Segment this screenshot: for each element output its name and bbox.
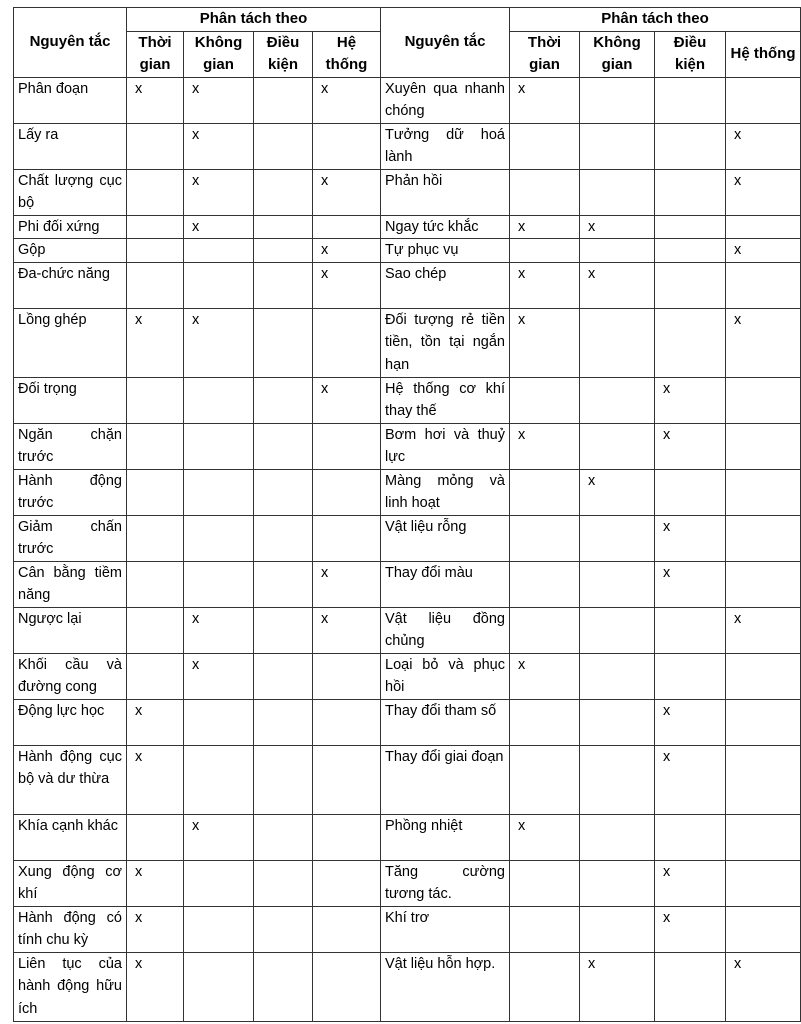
mark-cell-condition: x <box>655 377 726 423</box>
mark-cell-condition <box>254 262 313 308</box>
mark-cell-time: x <box>127 906 184 952</box>
mark-cell-condition <box>254 860 313 906</box>
table-row <box>14 262 801 308</box>
mark-cell-system <box>313 745 381 814</box>
mark-cell-time: x <box>127 860 184 906</box>
mark-cell-space <box>580 561 655 607</box>
col-header-condition: Điều kiện <box>655 31 726 77</box>
mark-cell-condition <box>254 377 313 423</box>
principle-name-left: Khối cầu và đường cong <box>14 653 127 699</box>
mark-cell-condition: x <box>655 561 726 607</box>
mark-cell-system <box>313 952 381 1021</box>
mark-cell-system <box>726 906 801 952</box>
mark-cell-system <box>726 653 801 699</box>
principle-name-right: Khí trơ <box>381 906 510 952</box>
mark-cell-condition: x <box>655 423 726 469</box>
mark-cell-condition <box>655 123 726 169</box>
mark-cell-space <box>580 607 655 653</box>
mark-cell-system <box>726 515 801 561</box>
mark-cell-time <box>127 515 184 561</box>
mark-cell-time <box>127 169 184 215</box>
principle-name-left: Hành động có tính chu kỳ <box>14 906 127 952</box>
mark-cell-system: x <box>726 607 801 653</box>
principle-name-left: Phân đoạn <box>14 77 127 123</box>
table-row <box>14 308 801 377</box>
table-row <box>14 860 801 906</box>
principle-name-left: Chất lượng cục bộ <box>14 169 127 215</box>
mark-cell-space: x <box>580 262 655 308</box>
mark-cell-condition <box>254 169 313 215</box>
mark-cell-space: x <box>184 653 254 699</box>
mark-cell-space: x <box>184 77 254 123</box>
mark-cell-time <box>510 561 580 607</box>
principle-name-right: Vật liệu hỗn hợp. <box>381 952 510 1021</box>
col-header-system: Hệ thống <box>313 31 381 77</box>
mark-cell-time <box>127 469 184 515</box>
mark-cell-space <box>580 123 655 169</box>
mark-cell-system: x <box>313 377 381 423</box>
mark-cell-condition <box>655 239 726 263</box>
mark-cell-time <box>127 653 184 699</box>
mark-cell-condition <box>254 77 313 123</box>
principle-name-left: Lấy ra <box>14 123 127 169</box>
principle-name-right: Thay đổi tham số <box>381 699 510 745</box>
principle-name-right: Tự phục vụ <box>381 239 510 263</box>
principle-name-right: Phồng nhiệt <box>381 814 510 860</box>
principles-table-container <box>13 7 801 1022</box>
mark-cell-condition <box>254 653 313 699</box>
mark-cell-condition <box>655 308 726 377</box>
mark-cell-system <box>726 561 801 607</box>
principle-name-left: Động lực học <box>14 699 127 745</box>
principle-name-right: Bơm hơi và thuỷ lực <box>381 423 510 469</box>
table-row <box>14 561 801 607</box>
mark-cell-time: x <box>127 952 184 1021</box>
col-header-space: Không gian <box>184 31 254 77</box>
mark-cell-time: x <box>510 77 580 123</box>
principle-name-right: Thay đổi màu <box>381 561 510 607</box>
col-header-system: Hệ thống <box>726 31 801 77</box>
mark-cell-system: x <box>726 123 801 169</box>
mark-cell-space <box>184 239 254 263</box>
principle-name-left: Giảm chấn trước <box>14 515 127 561</box>
mark-cell-system <box>726 745 801 814</box>
mark-cell-condition <box>655 607 726 653</box>
mark-cell-space: x <box>580 469 655 515</box>
mark-cell-condition <box>254 814 313 860</box>
mark-cell-time: x <box>127 77 184 123</box>
mark-cell-system: x <box>313 239 381 263</box>
principle-name-right: Hệ thống cơ khí thay thế <box>381 377 510 423</box>
mark-cell-time <box>127 423 184 469</box>
mark-cell-system: x <box>726 169 801 215</box>
table-row <box>14 77 801 123</box>
mark-cell-time <box>510 607 580 653</box>
mark-cell-space: x <box>184 814 254 860</box>
mark-cell-condition <box>655 814 726 860</box>
mark-cell-time: x <box>510 423 580 469</box>
mark-cell-condition <box>254 123 313 169</box>
mark-cell-condition <box>655 77 726 123</box>
mark-cell-space: x <box>580 952 655 1021</box>
col-header-condition: Điều kiện <box>254 31 313 77</box>
mark-cell-condition: x <box>655 906 726 952</box>
principle-name-left: Liên tục của hành động hữu ích <box>14 952 127 1021</box>
mark-cell-system <box>726 699 801 745</box>
mark-cell-system <box>726 215 801 239</box>
principle-name-left: Hành động trước <box>14 469 127 515</box>
separation-principles-table <box>13 7 801 1022</box>
table-body <box>14 77 801 1021</box>
table-row <box>14 469 801 515</box>
mark-cell-system <box>726 77 801 123</box>
mark-cell-space <box>184 745 254 814</box>
mark-cell-system <box>313 699 381 745</box>
mark-cell-condition: x <box>655 745 726 814</box>
mark-cell-space <box>184 561 254 607</box>
mark-cell-condition <box>254 423 313 469</box>
table-row <box>14 215 801 239</box>
mark-cell-time <box>127 123 184 169</box>
mark-cell-space <box>184 906 254 952</box>
principle-name-left: Xung động cơ khí <box>14 860 127 906</box>
mark-cell-system <box>313 215 381 239</box>
mark-cell-space <box>184 515 254 561</box>
mark-cell-time <box>510 860 580 906</box>
principle-name-right: Đối tượng rẻ tiền tiền, tồn tại ngắn hạn <box>381 308 510 377</box>
mark-cell-condition <box>655 653 726 699</box>
mark-cell-time: x <box>127 308 184 377</box>
mark-cell-space <box>580 423 655 469</box>
mark-cell-space <box>580 308 655 377</box>
mark-cell-time <box>510 377 580 423</box>
mark-cell-space <box>184 860 254 906</box>
mark-cell-time <box>127 377 184 423</box>
mark-cell-space: x <box>184 169 254 215</box>
mark-cell-time: x <box>127 745 184 814</box>
mark-cell-system <box>726 469 801 515</box>
table-row <box>14 653 801 699</box>
mark-cell-condition <box>655 169 726 215</box>
mark-cell-system <box>313 906 381 952</box>
principle-name-left: Ngăn chặn trước <box>14 423 127 469</box>
mark-cell-system: x <box>313 262 381 308</box>
mark-cell-system: x <box>726 239 801 263</box>
mark-cell-system <box>313 123 381 169</box>
principle-name-left: Cân bằng tiềm năng <box>14 561 127 607</box>
mark-cell-system <box>313 308 381 377</box>
table-row <box>14 423 801 469</box>
mark-cell-condition: x <box>655 699 726 745</box>
mark-cell-space <box>184 952 254 1021</box>
mark-cell-system <box>313 469 381 515</box>
principle-name-left: Ngược lại <box>14 607 127 653</box>
mark-cell-space: x <box>184 123 254 169</box>
mark-cell-system <box>726 423 801 469</box>
mark-cell-condition <box>655 952 726 1021</box>
table-row <box>14 239 801 263</box>
mark-cell-space <box>184 262 254 308</box>
mark-cell-system <box>313 515 381 561</box>
mark-cell-time: x <box>127 699 184 745</box>
mark-cell-condition <box>254 699 313 745</box>
table-row <box>14 699 801 745</box>
mark-cell-time <box>510 699 580 745</box>
mark-cell-space <box>580 377 655 423</box>
table-row <box>14 377 801 423</box>
mark-cell-condition <box>254 745 313 814</box>
mark-cell-system <box>313 423 381 469</box>
principle-name-left: Khía cạnh khác <box>14 814 127 860</box>
mark-cell-system: x <box>313 77 381 123</box>
mark-cell-space <box>580 169 655 215</box>
principle-name-left: Gộp <box>14 239 127 263</box>
table-row <box>14 515 801 561</box>
mark-cell-system <box>726 814 801 860</box>
mark-cell-space: x <box>580 215 655 239</box>
mark-cell-condition <box>254 515 313 561</box>
principle-name-right: Phản hồi <box>381 169 510 215</box>
mark-cell-system <box>726 262 801 308</box>
principle-name-right: Màng mỏng và linh hoạt <box>381 469 510 515</box>
mark-cell-system: x <box>726 308 801 377</box>
mark-cell-space <box>580 814 655 860</box>
mark-cell-time <box>510 906 580 952</box>
table-row <box>14 607 801 653</box>
mark-cell-time <box>510 169 580 215</box>
mark-cell-space <box>580 745 655 814</box>
mark-cell-condition <box>655 215 726 239</box>
mark-cell-condition: x <box>655 860 726 906</box>
mark-cell-system: x <box>313 561 381 607</box>
principle-name-left: Đối trọng <box>14 377 127 423</box>
principle-header-left: Nguyên tắc <box>14 8 127 78</box>
mark-cell-condition <box>254 952 313 1021</box>
mark-cell-space <box>580 906 655 952</box>
mark-cell-system: x <box>313 607 381 653</box>
mark-cell-time <box>510 469 580 515</box>
mark-cell-time <box>510 123 580 169</box>
mark-cell-time: x <box>510 215 580 239</box>
mark-cell-time <box>510 515 580 561</box>
mark-cell-space <box>184 699 254 745</box>
table-row <box>14 123 801 169</box>
mark-cell-time <box>510 952 580 1021</box>
principle-name-right: Ngay tức khắc <box>381 215 510 239</box>
mark-cell-condition <box>254 607 313 653</box>
mark-cell-space <box>580 515 655 561</box>
table-row <box>14 814 801 860</box>
mark-cell-time <box>127 561 184 607</box>
mark-cell-time <box>127 607 184 653</box>
mark-cell-system <box>726 860 801 906</box>
mark-cell-time <box>127 814 184 860</box>
principle-name-left: Đa-chức năng <box>14 262 127 308</box>
col-header-time: Thời gian <box>127 31 184 77</box>
table-row <box>14 906 801 952</box>
mark-cell-time <box>127 239 184 263</box>
mark-cell-condition: x <box>655 515 726 561</box>
principle-header-right: Nguyên tắc <box>381 8 510 78</box>
mark-cell-space <box>184 377 254 423</box>
mark-cell-space <box>580 860 655 906</box>
mark-cell-space: x <box>184 607 254 653</box>
mark-cell-condition <box>254 239 313 263</box>
mark-cell-system <box>313 860 381 906</box>
mark-cell-space <box>184 469 254 515</box>
mark-cell-time <box>127 262 184 308</box>
mark-cell-space <box>580 699 655 745</box>
principle-name-left: Phi đối xứng <box>14 215 127 239</box>
principle-name-right: Tưởng dữ hoá lành <box>381 123 510 169</box>
mark-cell-condition <box>655 262 726 308</box>
principle-name-left: Lồng ghép <box>14 308 127 377</box>
principle-name-right: Thay đổi giai đoạn <box>381 745 510 814</box>
mark-cell-space <box>580 239 655 263</box>
principle-name-left: Hành động cục bộ và dư thừa <box>14 745 127 814</box>
mark-cell-time <box>510 239 580 263</box>
mark-cell-system: x <box>313 169 381 215</box>
table-row <box>14 169 801 215</box>
group-header-right: Phân tách theo <box>510 8 801 32</box>
mark-cell-system: x <box>726 952 801 1021</box>
mark-cell-time: x <box>510 308 580 377</box>
principle-name-right: Tăng cường tương tác. <box>381 860 510 906</box>
mark-cell-time <box>510 745 580 814</box>
mark-cell-time <box>127 215 184 239</box>
mark-cell-space <box>580 77 655 123</box>
principle-name-right: Xuyên qua nhanh chóng <box>381 77 510 123</box>
mark-cell-system <box>726 377 801 423</box>
col-header-time: Thời gian <box>510 31 580 77</box>
table-row <box>14 745 801 814</box>
mark-cell-system <box>313 653 381 699</box>
mark-cell-space <box>580 653 655 699</box>
group-header-left: Phân tách theo <box>127 8 381 32</box>
col-header-space: Không gian <box>580 31 655 77</box>
mark-cell-time: x <box>510 262 580 308</box>
table-row <box>14 952 801 1021</box>
mark-cell-condition <box>254 561 313 607</box>
mark-cell-space: x <box>184 308 254 377</box>
mark-cell-condition <box>254 906 313 952</box>
principle-name-right: Vật liệu rỗng <box>381 515 510 561</box>
principle-name-right: Vật liệu đồng chủng <box>381 607 510 653</box>
mark-cell-space <box>184 423 254 469</box>
mark-cell-condition <box>254 308 313 377</box>
mark-cell-time: x <box>510 653 580 699</box>
mark-cell-condition <box>254 469 313 515</box>
principle-name-right: Loại bỏ và phục hồi <box>381 653 510 699</box>
mark-cell-time: x <box>510 814 580 860</box>
mark-cell-space: x <box>184 215 254 239</box>
mark-cell-condition <box>655 469 726 515</box>
mark-cell-condition <box>254 215 313 239</box>
mark-cell-system <box>313 814 381 860</box>
principle-name-right: Sao chép <box>381 262 510 308</box>
